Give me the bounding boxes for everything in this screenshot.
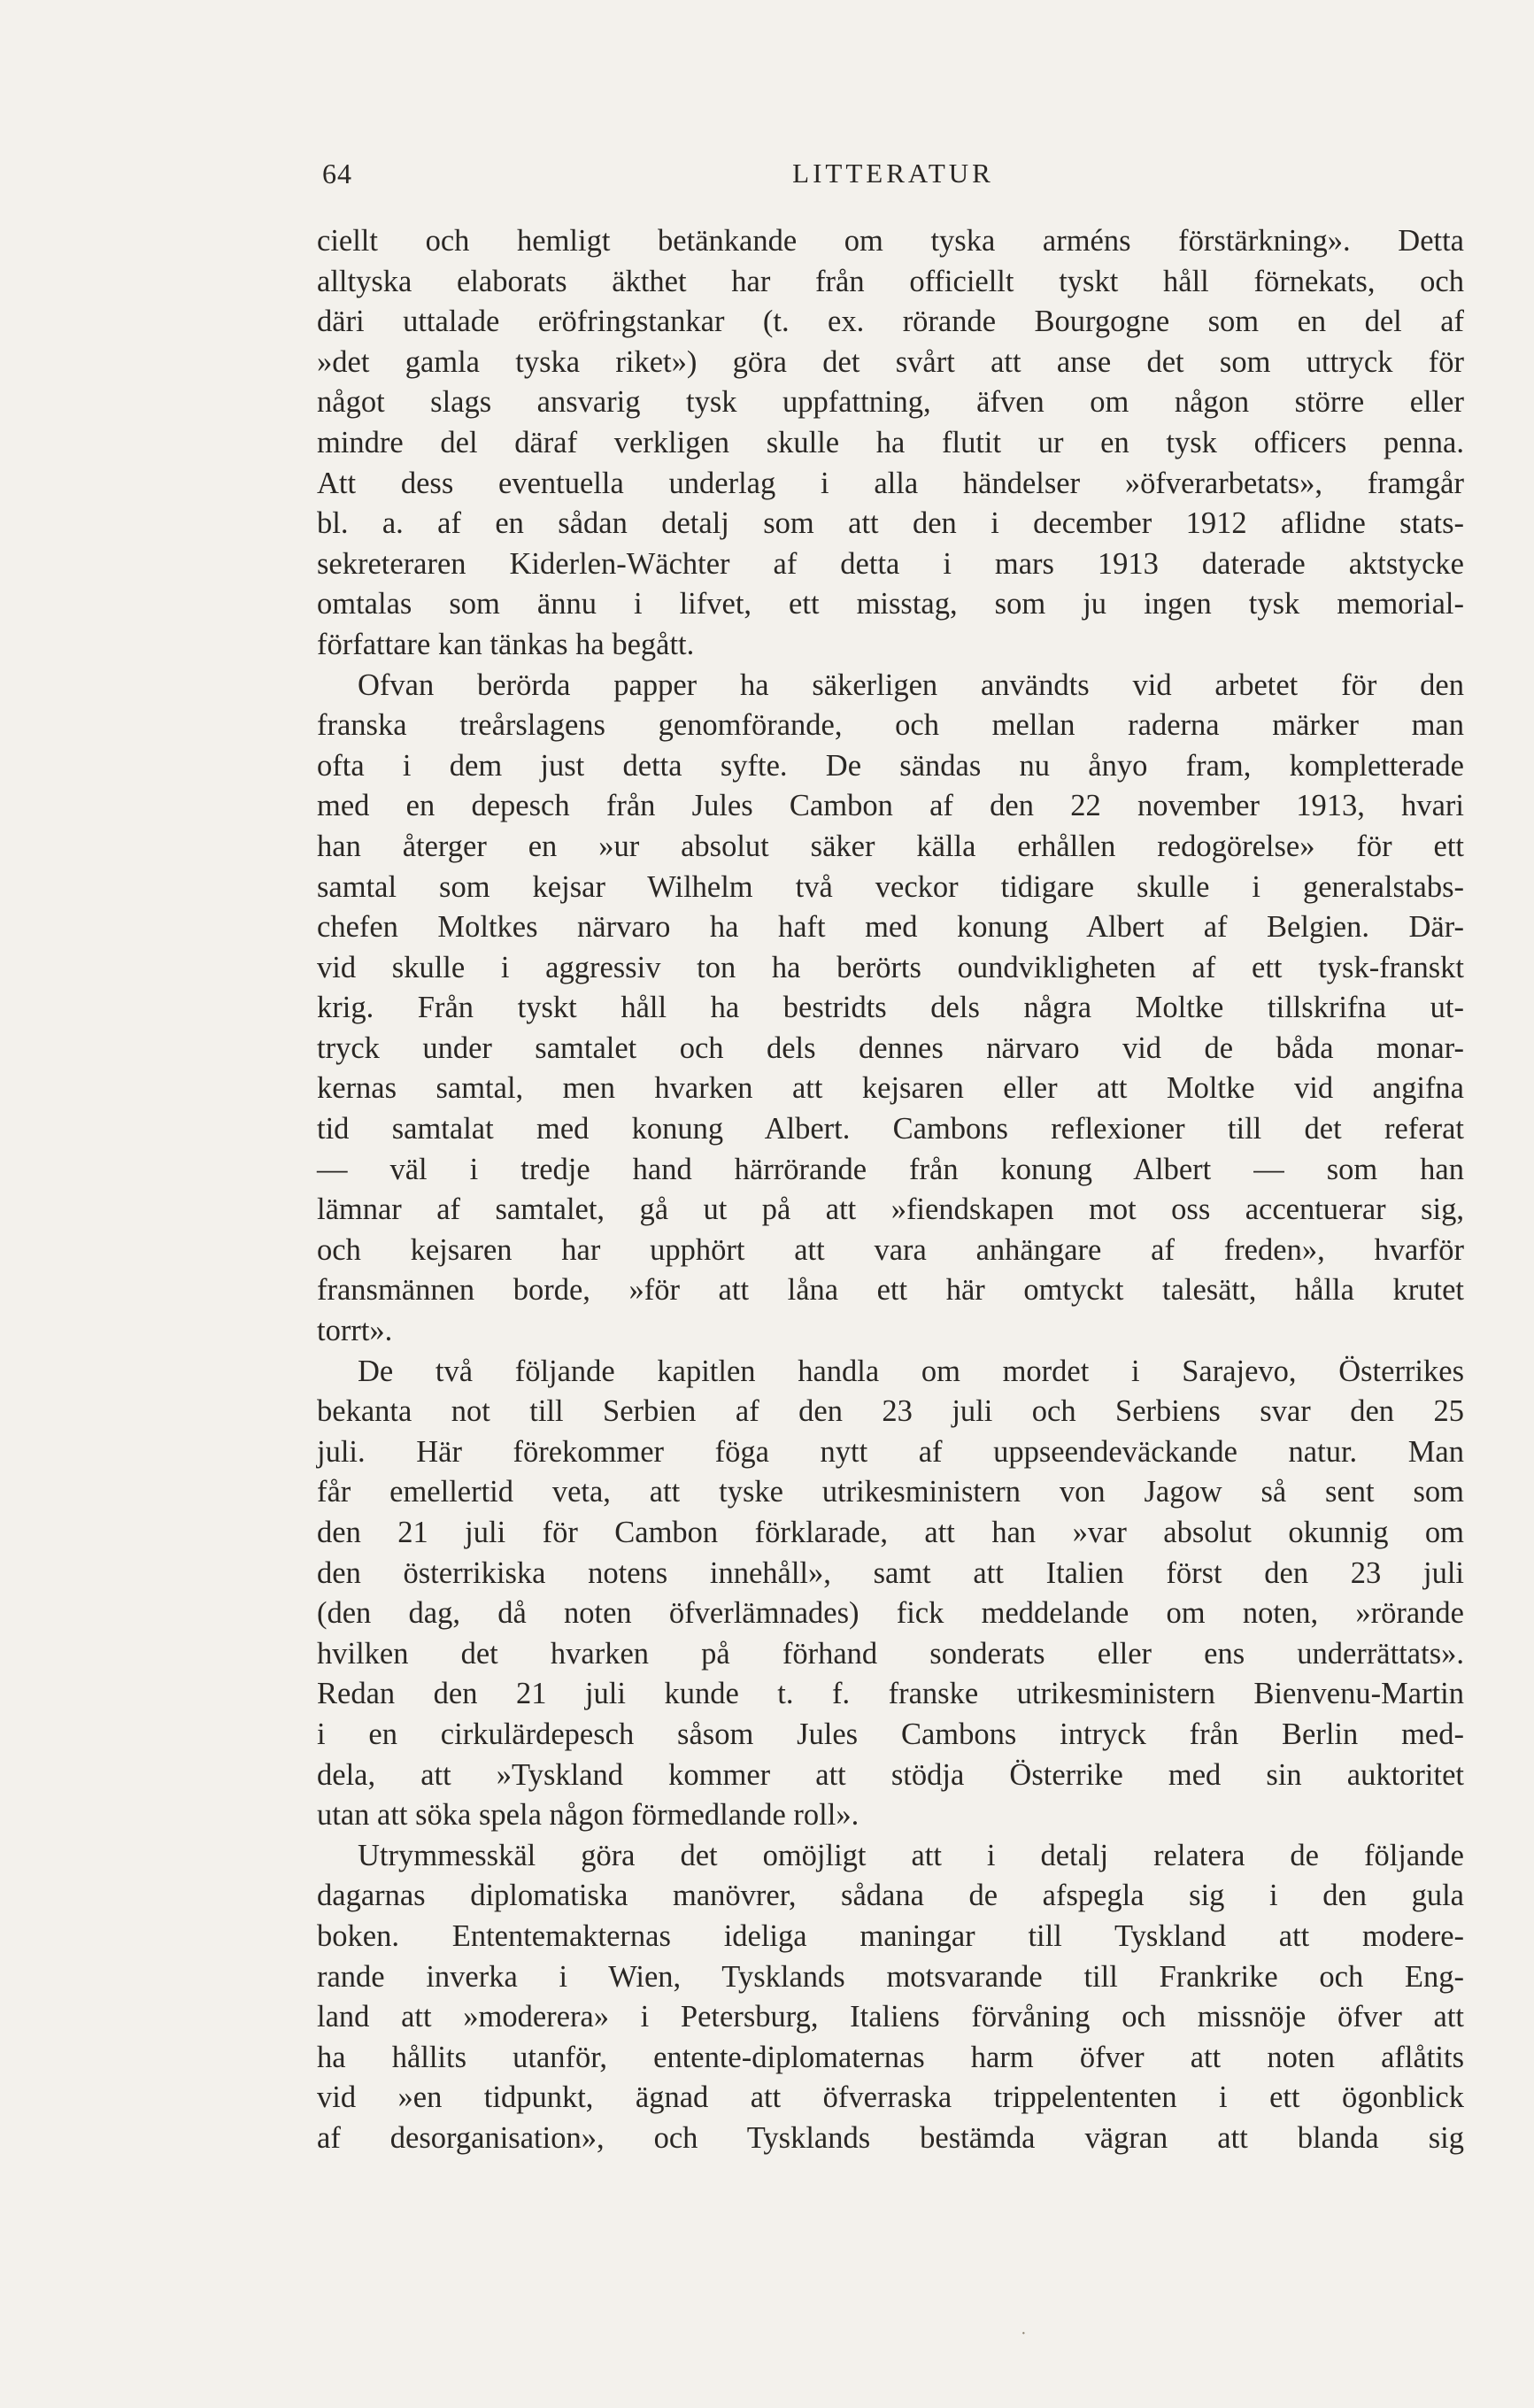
text-line: dagarnas diplomatiska manövrer, sådana de afspegla sig i den gula	[317, 1879, 1464, 1913]
text-line: krig. Från tyskt håll ha bestridts dels några Moltke tillskrifna ut-	[317, 991, 1464, 1025]
text-line: ciellt och hemligt betänkande om tyska arméns förstärkning». Detta	[317, 224, 1464, 258]
text-line: samtal som kejsar Wilhelm två veckor tidigare skulle i generalstabs-	[317, 869, 1464, 904]
text-line: De två följande kapitlen handla om mordet i Sarajevo, Österrikes	[358, 1354, 1464, 1388]
text-line: tryck under samtalet och dels dennes närvaro vid de båda monar-	[317, 1030, 1464, 1065]
text-line: lämnar af samtalet, gå ut på att »fiendskapen mot oss accentuerar sig,	[317, 1192, 1464, 1227]
text-line: alltyska elaborats äkthet har från officiellt tyskt håll förnekats, och	[317, 264, 1464, 298]
text-line: den österrikiska notens innehåll», samt att Italien först den 23 juli	[317, 1555, 1464, 1590]
text-line: med en depesch från Jules Cambon af den 22 november 1913, hvari	[317, 789, 1464, 823]
text-line: däri uttalade eröfringstankar (t. ex. rörande Bourgogne som en del af	[317, 305, 1464, 339]
text-line: boken. Ententemakternas ideliga maningar till Tyskland att modere-	[317, 1918, 1464, 1953]
text-line: torrt».	[317, 1314, 393, 1348]
text-line: fransmännen borde, »för att låna ett här omtyckt talesätt, hålla krutet	[317, 1273, 1464, 1308]
text-line: vid »en tidpunkt, ägnad att öfverraska trippelententen i ett ögonblick	[317, 2080, 1464, 2115]
text-line: och kejsaren har upphört att vara anhängare af freden», hvarför	[317, 1232, 1464, 1267]
text-line: tid samtalat med konung Albert. Cambons reflexioner till det referat	[317, 1112, 1464, 1146]
text-line: »det gamla tyska riket») göra det svårt att anse det som uttryck för	[317, 344, 1464, 379]
text-line: får emellertid veta, att tyske utrikesministern von Jagow så sent som	[317, 1475, 1464, 1509]
text-line: juli. Här förekommer föga nytt af uppseendeväckande natur. Man	[317, 1434, 1464, 1469]
text-line: Redan den 21 juli kunde t. f. franske utrikesministern Bienvenu-Martin	[317, 1677, 1464, 1711]
text-line: Ofvan berörda papper ha säkerligen användts vid arbetet för den	[358, 668, 1464, 702]
running-title: LITTERATUR	[792, 158, 994, 189]
text-line: utan att söka spela någon förmedlande roll».	[317, 1798, 860, 1833]
text-line: ha hållits utanför, entente-diplomaternas harm öfver att noten aflåtits	[317, 2040, 1464, 2074]
text-line: något slags ansvarig tysk uppfattning, äfven om någon större eller	[317, 385, 1464, 420]
text-line: Utrymmesskäl göra det omöjligt att i detalj relatera de följande	[358, 1838, 1464, 1872]
body-text	[317, 221, 1464, 2159]
text-line: land att »moderera» i Petersburg, Italiens förvåning och missnöje öfver att	[317, 2000, 1464, 2034]
text-line: den 21 juli för Cambon förklarade, att han »var absolut okunnig om	[317, 1516, 1464, 1549]
text-line: sekreteraren Kiderlen-Wächter af detta i mars 1913 daterade aktstycke	[317, 546, 1464, 581]
text-line: af desorganisation», och Tysklands bestämda vägran att blanda sig	[317, 2120, 1464, 2155]
text-line: rande inverka i Wien, Tysklands motsvarande till Frankrike och Eng-	[317, 1959, 1464, 1994]
text-line: (den dag, då noten öfverlämnades) fick meddelande om noten, »rörande	[317, 1596, 1464, 1631]
text-line: franska treårslagens genomförande, och mellan raderna märker man	[317, 708, 1464, 743]
page-number: 64	[322, 158, 352, 189]
text-line: — väl i tredje hand härrörande från konung Albert — som han	[317, 1152, 1464, 1186]
text-line: chefen Moltkes närvaro ha haft med konung Albert af Belgien. Där-	[317, 910, 1464, 945]
text-line: bekanta not till Serbien af den 23 juli och Serbiens svar den 25	[317, 1394, 1464, 1429]
text-line: författare kan tänkas ha begått.	[317, 627, 695, 661]
page-header	[322, 158, 1464, 202]
text-line: mindre del däraf verkligen skulle ha flutit ur en tysk officers penna.	[317, 425, 1464, 459]
text-line: kernas samtal, men hvarken att kejsaren eller att Moltke vid angifna	[317, 1071, 1464, 1106]
text-line: omtalas som ännu i lifvet, ett misstag, som ju ingen tysk memorial-	[317, 587, 1464, 621]
text-line: i en cirkulärdepesch såsom Jules Cambons intryck från Berlin med-	[317, 1717, 1464, 1751]
text-line: dela, att »Tyskland kommer att stödja Österrike med sin auktoritet	[317, 1757, 1464, 1792]
footer-mark: ·	[1021, 2324, 1027, 2343]
text-line: ofta i dem just detta syfte. De sändas nu ånyo fram, kompletterade	[317, 748, 1464, 783]
text-line: hvilken det hvarken på förhand sonderats eller ens underrättats».	[317, 1636, 1464, 1671]
text-line: Att dess eventuella underlag i alla händelser »öfverarbetats», framgår	[317, 466, 1464, 500]
text-line: bl. a. af en sådan detalj som att den i december 1912 aflidne stats-	[317, 506, 1464, 541]
text-line: vid skulle i aggressiv ton ha berörts oundvikligheten af ett tysk-franskt	[317, 950, 1464, 984]
text-line: han återger en »ur absolut säker källa erhållen redogörelse» för ett	[317, 829, 1464, 863]
